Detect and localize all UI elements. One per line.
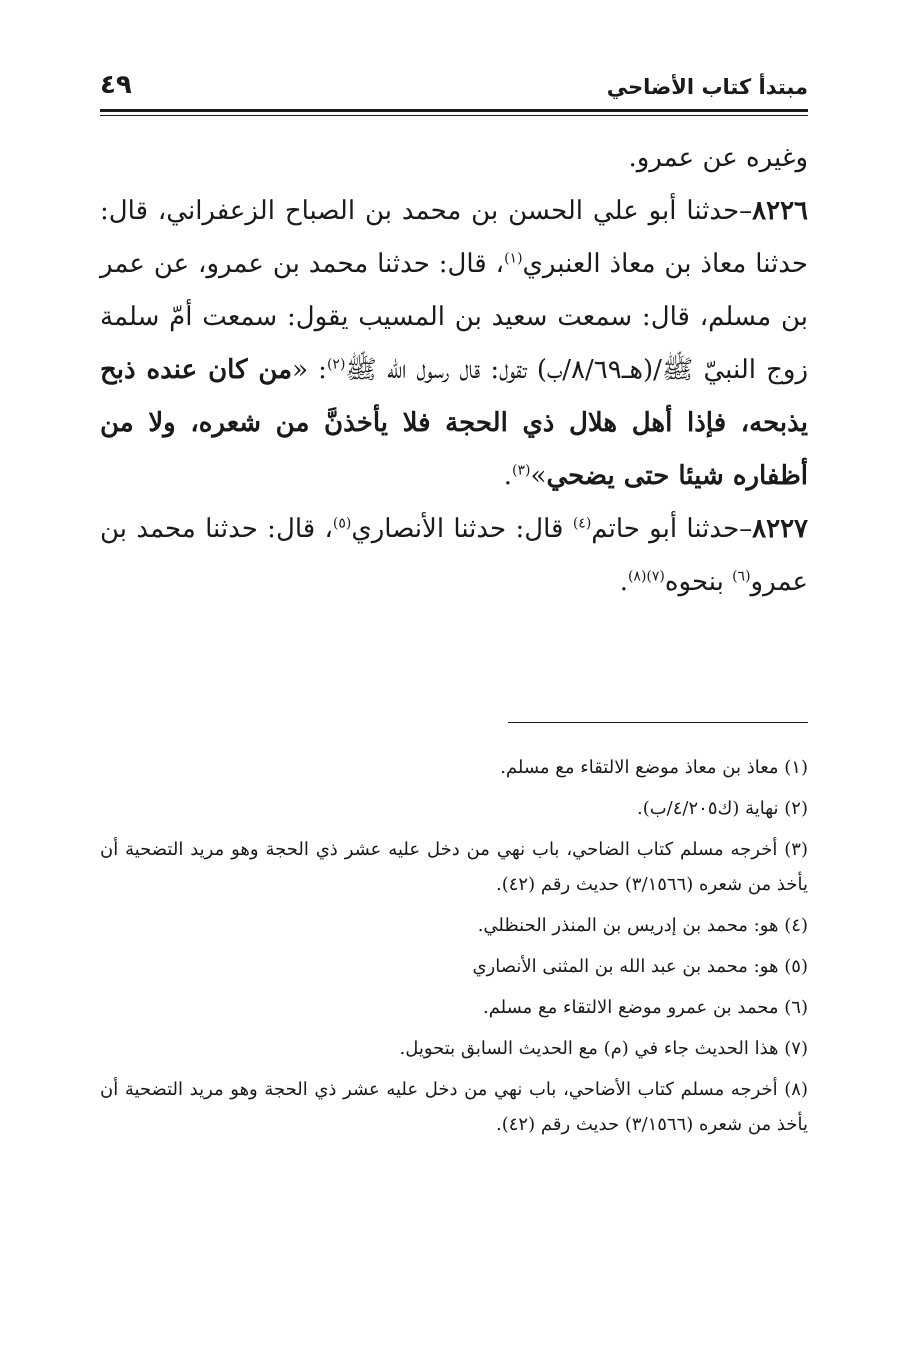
footnote-label: (٥) [784,956,808,977]
footnote-ref[interactable]: (٣) [512,462,531,479]
footnote-text: هو: محمد بن عبد الله بن المثنى الأنصاري [472,956,779,977]
hadith-text: ، قال: حدثنا محمد بن عمرو، عن عمر بن مسلم، قال: سمعت سعيد بن المسيب يقول: سمعت أمّ سلمة زوج النبيّ ﷺ/(هـ٨/٦٩/ب) تقول: قال رسول الله ﷺ [100,249,809,385]
page-number: ٤٩ [100,70,132,100]
footnote-label: (٦) [784,997,808,1018]
hadith-8227 [100,503,808,609]
footnote [100,908,808,943]
footnote-text: معاذ بن معاذ موضع الالتقاء مع مسلم. [500,757,779,778]
footnote-label: (٧) [784,1038,808,1059]
footnote-separator [508,722,808,723]
footnote [100,1031,808,1066]
main-text [100,132,808,609]
paragraph-continuation: وغيره عن عمرو. [628,143,808,173]
footnote-label: (٨) [784,1079,808,1100]
hadith-text: . [619,567,628,597]
footnote [100,949,808,984]
footnote [100,750,808,785]
footnotes [100,750,808,1148]
footnote-text: نهاية (ك٤/٢٠٥/ب). [636,798,779,819]
hadith-text: » [530,461,547,491]
footnote-text: أخرجه مسلم كتاب الأضاحي، باب نهي من دخل عليه عشر ذي الحجة وهو مريد التضحية أن يأخذ من شعره (٣/١٥٦٦) حديث رقم (٤٢). [100,1079,808,1135]
running-title: مبتدأ كتاب الأضاحي [606,75,808,99]
footnote-text: محمد بن عمرو موضع الالتقاء مع مسلم. [482,997,779,1018]
footnote [100,990,808,1025]
hadith-text: قال: حدثنا الأنصاري [351,514,573,544]
footnote-ref[interactable]: (٤) [572,515,592,532]
prophetic-quote: من كان عنده ذبح يذبحه، فإذا أهل هلال ذي الحجة فلا يأخذنَّ من شعره، ولا من أظفاره شيئا حتى يضحي [100,355,808,491]
footnote-ref[interactable]: (٥) [332,515,352,532]
hadith-text: –حدثنا أبو حاتم [591,514,753,544]
hadith-number: ٨٢٢٧ [752,514,808,544]
footnote-label: (٣) [784,839,808,860]
hadith-text: بنحوه [664,567,733,597]
hadith-text: –حدثنا أبو علي الحسن بن محمد بن الصباح الزعفراني، قال: حدثنا معاذ بن معاذ العنبري [100,196,809,279]
footnote-label: (٢) [784,798,808,819]
hadith-text: : « [292,355,327,385]
footnote [100,832,808,902]
hadith-text: ، قال: حدثنا محمد بن عمرو [100,514,808,597]
footnote-ref[interactable]: (٢) [326,356,346,373]
footnote-label: (٤) [784,915,808,936]
hadith-number: ٨٢٢٦ [752,196,808,226]
hadith-text: . [503,461,513,491]
footnote [100,791,808,826]
footnote-ref[interactable]: (٦) [732,568,751,585]
footnote [100,1072,808,1142]
footnote-text: أخرجه مسلم كتاب الضاحي، باب نهي من دخل عليه عشر ذي الحجة وهو مريد التضحية أن يأخذ من شعره (٣/١٥٦٦) حديث رقم (٤٢). [100,839,808,895]
footnote-ref[interactable]: (٧) [646,568,665,585]
footnote-label: (١) [784,757,808,778]
footnote-text: هذا الحديث جاء في (م) مع الحديث السابق بتحويل. [399,1038,779,1059]
footnote-ref[interactable]: (٨) [627,568,647,585]
footnote-ref[interactable]: (١) [504,250,523,267]
page-header [100,68,808,112]
header-rule-thick [100,109,808,112]
footnote-text: هو: محمد بن إدريس بن المنذر الحنظلي. [477,915,779,936]
header-rule-thin [100,115,808,116]
hadith-8226 [100,185,808,503]
